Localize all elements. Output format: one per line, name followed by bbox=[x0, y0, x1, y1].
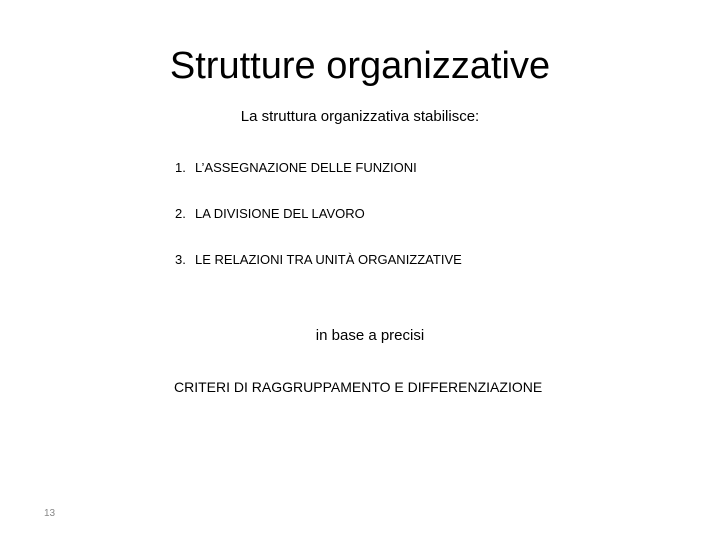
numbered-list bbox=[175, 158, 462, 296]
page-number: 13 bbox=[44, 508, 56, 519]
list-item-number: 2. bbox=[175, 206, 186, 221]
criteri-text: CRITERI DI RAGGRUPPAMENTO E DIFFERENZIAZIONE bbox=[174, 379, 543, 395]
list-item-number: 1. bbox=[175, 160, 186, 175]
list-item-number: 3. bbox=[175, 252, 186, 267]
list-item bbox=[175, 204, 462, 224]
slide-subtitle: La struttura organizzativa stabilisce: bbox=[240, 108, 480, 125]
list-item-text: LE RELAZIONI TRA UNITÀ ORGANIZZATIVE bbox=[195, 252, 462, 267]
list-item-text: LA DIVISIONE DEL LAVORO bbox=[195, 206, 365, 221]
list-item bbox=[175, 158, 462, 178]
list-item bbox=[175, 250, 462, 270]
in-base-text: in base a precisi bbox=[315, 327, 425, 344]
list-item-text: L’ASSEGNAZIONE DELLE FUNZIONI bbox=[195, 160, 417, 175]
slide-title: Strutture organizzative bbox=[169, 45, 551, 87]
